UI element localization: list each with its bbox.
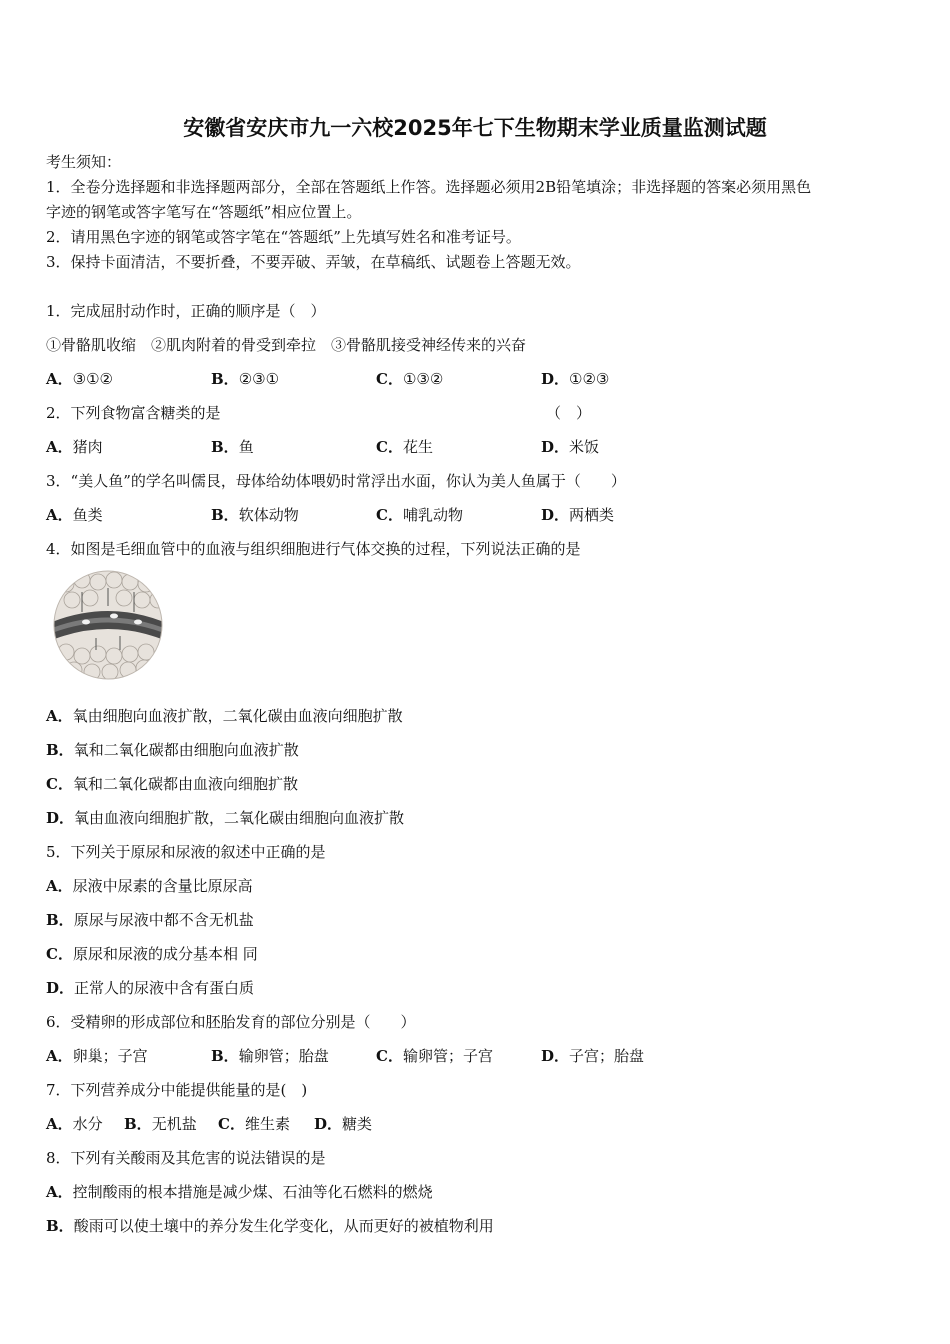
q4-option-c: C．氧和二氧化碳都由血液向细胞扩散 [46,775,298,793]
q7-option-a: A．水分 [46,1115,103,1133]
q2-stem: 2．下列食物富含糖类的是 [46,404,221,422]
q1-stem: 1．完成屈肘动作时，正确的顺序是（ ） [46,302,326,320]
q2-paren: （ ） [546,404,592,422]
q7-stem: 7．下列营养成分中能提供能量的是( ) [46,1081,308,1099]
q5-option-c: C．原尿和尿液的成分基本相 同 [46,945,258,963]
q7-option-c: C．维生素 [218,1115,290,1133]
q4-stem: 4．如图是毛细血管中的血液与组织细胞进行气体交换的过程，下列说法正确的是 [46,540,581,558]
q2-option-d: D．米饭 [541,438,600,456]
notice-heading: 考生须知： [46,153,122,171]
q5-option-d: D．正常人的尿液中含有蛋白质 [46,979,255,997]
q2-option-a: A．猪肉 [46,438,103,456]
notice-item-2: 2．请用黑色字迹的钢笔或答字笔在“答题纸”上先填写姓名和准考证号。 [46,228,521,246]
q7-option-d: D．糖类 [314,1115,373,1133]
q2-option-c: C．花生 [376,438,433,456]
notice-item-3: 3．保持卡面清洁，不要折叠，不要弄破、弄皱，在草稿纸、试题卷上答题无效。 [46,253,581,271]
q3-stem: 3．“美人鱼”的学名叫儒艮，母体给幼体喂奶时常浮出水面，你认为美人鱼属于（ ） [46,472,626,490]
q1-option-b: B．②③① [211,370,280,388]
q1-option-a: A．③①② [46,370,113,388]
q3-option-a: A．鱼类 [46,506,103,524]
q4-option-d: D．氧由血液向细胞扩散，二氧化碳由细胞向血液扩散 [46,809,405,827]
q6-option-a: A．卵巢；子宫 [46,1047,148,1065]
q4-option-a: A．氧由细胞向血液扩散，二氧化碳由血液向细胞扩散 [46,707,403,725]
q8-stem: 8．下列有关酸雨及其危害的说法错误的是 [46,1149,326,1167]
q6-option-c: C．输卵管；子宫 [376,1047,493,1065]
q4-option-b: B．氧和二氧化碳都由细胞向血液扩散 [46,741,299,759]
q1-option-d: D．①②③ [541,370,610,388]
q7-option-b: B．无机盐 [124,1115,197,1133]
q3-option-b: B．软体动物 [211,506,299,524]
q6-stem: 6．受精卵的形成部位和胚胎发育的部位分别是（ ） [46,1013,416,1031]
capillary-gas-exchange-figure [52,570,164,680]
q1-option-c: C．①③② [376,370,444,388]
q8-option-a: A．控制酸雨的根本措施是减少煤、石油等化石燃料的燃烧 [46,1183,433,1201]
q6-option-b: B．输卵管；胎盘 [211,1047,329,1065]
q3-option-d: D．两栖类 [541,506,615,524]
q5-option-a: A．尿液中尿素的含量比原尿高 [46,877,253,895]
q5-option-b: B．原尿与尿液中都不含无机盐 [46,911,254,929]
notice-item-1b: 字迹的钢笔或答字笔写在“答题纸”相应位置上。 [46,203,362,221]
q3-option-c: C．哺乳动物 [376,506,463,524]
q6-option-d: D．子宫；胎盘 [541,1047,645,1065]
capillary-diagram-icon [52,570,164,680]
q1-sub: ①骨骼肌收缩 ②肌肉附着的骨受到牵拉 ③骨骼肌接受神经传来的兴奋 [46,336,527,354]
page-title: 安徽省安庆市九一六校2025年七下生物期末学业质量监测试题 [183,116,767,140]
q8-option-b: B．酸雨可以使土壤中的养分发生化学变化，从而更好的被植物利用 [46,1217,494,1235]
q2-option-b: B．鱼 [211,438,254,456]
q5-stem: 5．下列关于原尿和尿液的叙述中正确的是 [46,843,326,861]
notice-item-1a: 1．全卷分选择题和非选择题两部分，全部在答题纸上作答。选择题必须用2B铅笔填涂；非选择题的答案必须用黑色 [46,178,812,196]
